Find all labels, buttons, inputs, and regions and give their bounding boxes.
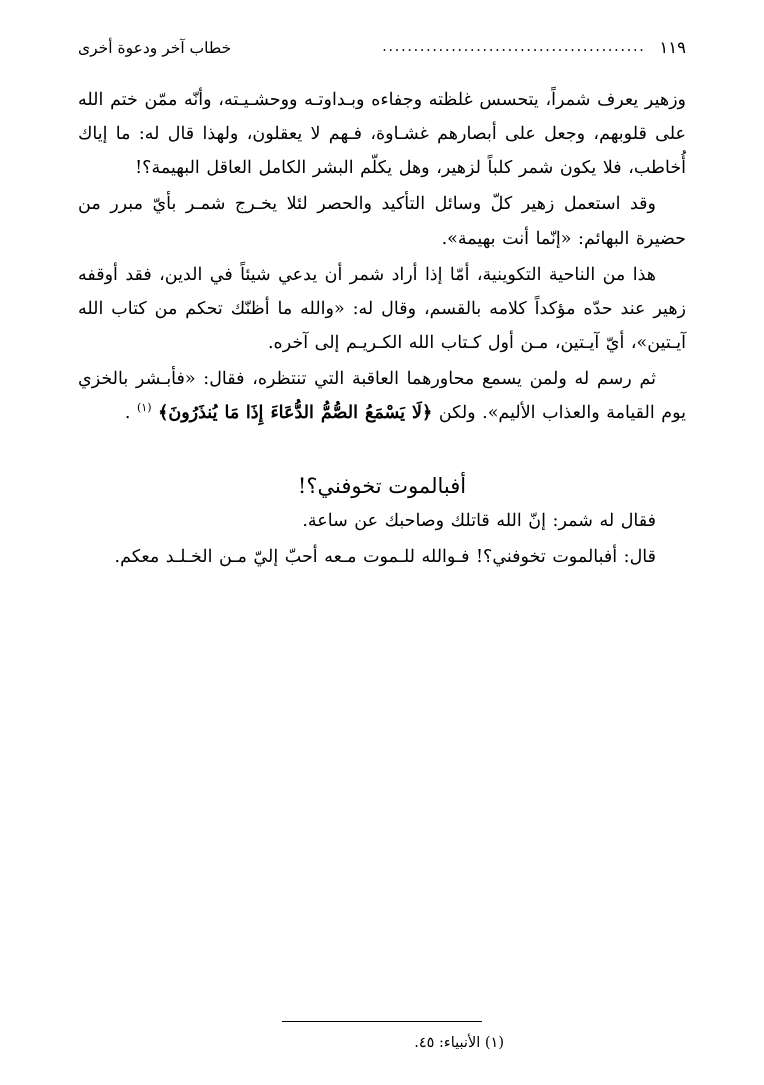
page-number: ١١٩ (659, 38, 686, 57)
section-paragraph-1: فقال له شمر: إنّ الله قاتلك وصاحبك عن ساعة. (302, 511, 656, 532)
paragraph-2: وقد استعمل زهير كلّ وسائل التأكيد والحصر لئلا يخـرج شمـر بأيّ مبرر من حضيرة البهائم: «إنّما أنت بهيمة». (78, 194, 686, 249)
section-paragraph-2: قال: أفبالموت تخوفني؟! فـوالله للـموت مـعه أحبّ إليّ مـن الخـلـد معكم. (114, 547, 656, 568)
footnote-marker: (١) (137, 401, 152, 415)
paragraph-1: وزهير يعرف شمراً، يتحسس غلظته وجفاءه وبـداوتـه ووحشـيـته، وأنّه ممّن ختم الله على قلوبهم، وجعل على أبصارهم غشـاوة، فـهم لا يعقلون، ولهذا قال له: ما إياك أُخاطب، فلا يكون شمر كلباً لزهير، وهل يكلّم البشر الكامل العاقل البهيمة؟! (78, 90, 686, 179)
quran-quote-part1: ﴿لَا يَسْمَعُ الصُّمُّ الدُّعَاءَ إِذَا (245, 403, 433, 424)
footnote-divider (282, 1021, 482, 1022)
header-dot-leader: .......................................... (382, 39, 646, 54)
page-header (78, 38, 686, 57)
footnote-area (78, 1021, 686, 1055)
paragraph-4-line2: بالخزي يوم القيامة والعذاب الأليم». ولكن (78, 369, 686, 424)
header-title: خطاب آخر ودعوة أخرى (78, 39, 232, 57)
section-heading: أفبالموت تخوفني؟! (297, 474, 467, 499)
paragraph-4-suffix: . (124, 403, 131, 424)
paragraph-4-prefix: ثم رسم له ولمن يسمع محاورهما العاقبة التي تنتظره، فقال: «فأبـشر (135, 369, 656, 389)
paragraph-3: هذا من الناحية التكوينية، أمّا إذا أراد شمر أن يدعي شيئاً في الدين، فقد أوقفه زهير عند حدّه مؤكداً كلامه بالقسم، وقال له: «والله ما أظنّك تحكم من كتاب الله آيـتين»، أيّ آيـتين، مـن أول كـتاب الله الكـريـم إلى آخره. (78, 264, 686, 353)
page-body (78, 83, 686, 577)
paragraph-4 (78, 362, 686, 430)
footnote-text: (١) الأنبياء: ٤٥. (414, 1034, 504, 1051)
quran-quote-part2: مَا يُنذَرُونَ﴾ (158, 403, 240, 424)
